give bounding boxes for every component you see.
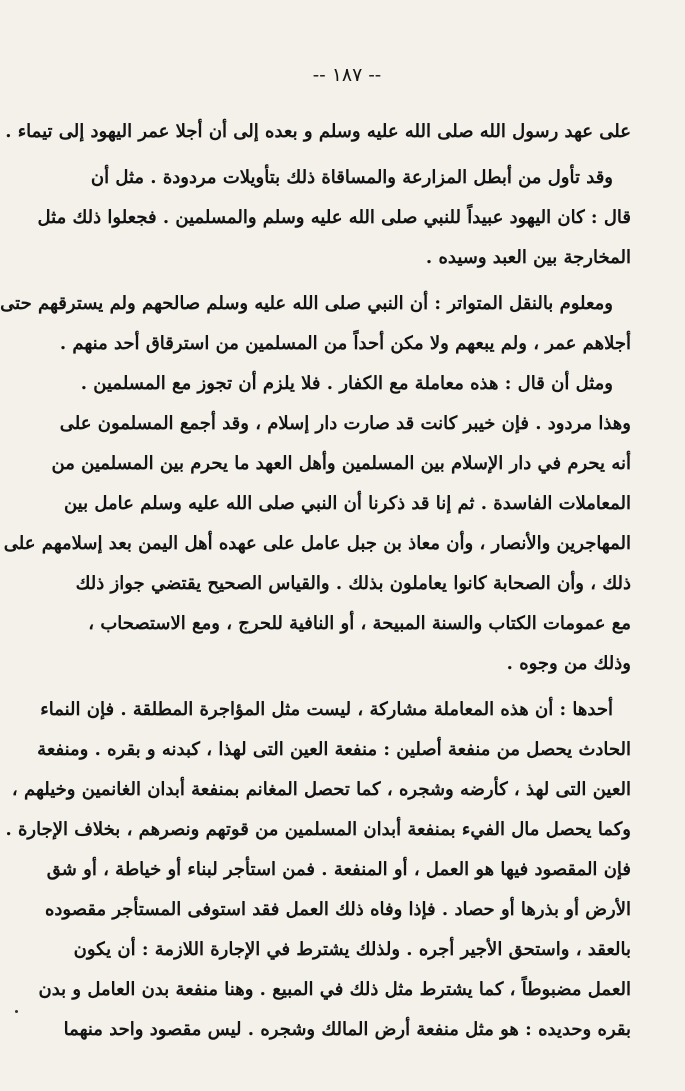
page-body-text <box>0 112 631 1050</box>
text-line: العمل مضبوطاً ، كما يشترط مثل ذلك في المبيع . وهنا منفعة بدن العامل و بدن <box>38 979 631 1000</box>
text-line: ذلك ، وأن الصحابة كانوا يعاملون بذلك . والقياس الصحيح يقتضي جواز ذلك <box>75 573 631 594</box>
text-line: وذلك من وجوه . <box>506 653 631 674</box>
text-line: وهذا مردود . فإن خيبر كانت قد صارت دار إسلام ، وقد أجمع المسلمون على <box>59 413 631 434</box>
text-line: الحادث يحصل من منفعة أصلين : منفعة العين التى لهذا ، كبدنه و بقره . ومنفعة <box>37 739 631 760</box>
text-line: أنه يحرم في دار الإسلام بين المسلمين وأهل العهد ما يحرم بين المسلمين من <box>51 453 631 474</box>
paragraph <box>5 690 631 1050</box>
text-line: فإن المقصود فيها هو العمل ، أو المنفعة . فمن استأجر لبناء أو خياطة ، أو شق <box>46 859 631 880</box>
text-line: مع عمومات الكتاب والسنة المبيحة ، أو النافية للحرج ، ومع الاستصحاب ، <box>88 613 631 634</box>
text-line: المعاملات الفاسدة . ثم إنا قد ذكرنا أن النبي صلى الله عليه وسلم عامل بين <box>63 493 631 514</box>
paragraph <box>0 284 631 364</box>
text-line: ومعلوم بالنقل المتواتر : أن النبي صلى الله عليه وسلم صالحهم ولم يسترقهم حتى <box>0 293 613 314</box>
text-line: أجلاهم عمر ، ولم يبعهم ولا مكن أحداً من المسلمين من استرقاق أحد منهم . <box>59 333 631 354</box>
text-line: أحدها : أن هذه المعاملة مشاركة ، ليست مثل المؤاجرة المطلقة . فإن النماء <box>40 699 613 720</box>
text-line: وكما يحصل مال الفيء بمنفعة أبدان المسلمين من قوتهم ونصرهم ، بخلاف الإجارة . <box>5 819 631 840</box>
text-line: المخارجة بين العبد وسيده . <box>425 247 631 268</box>
text-line: على عهد رسول الله صلى الله عليه وسلم و بعده إلى أن أجلا عمر اليهود إلى تيماء . <box>5 121 631 142</box>
text-line: الأرض أو بذرها أو حصاد . فإذا وفاه ذلك العمل فقد استوفى المستأجر مقصوده <box>44 899 631 920</box>
scan-speck <box>15 1010 18 1013</box>
text-line: المهاجرين والأنصار ، وأن معاذ بن جبل عامل على عهده أهل اليمن بعد إسلامهم على <box>3 533 631 554</box>
text-line: العين التى لهذ ، كأرضه وشجره ، كما تحصل المغانم بمنفعة أبدان الغانمين وخيلهم ، <box>11 779 631 800</box>
page-number: -- ١٨٧ -- <box>312 64 382 86</box>
text-line: وقد تأول من أبطل المزارعة والمساقاة ذلك بتأويلات مردودة . مثل أن <box>90 167 613 188</box>
paragraph <box>3 364 631 684</box>
text-line: قال : كان اليهود عبيداً للنبي صلى الله عليه وسلم والمسلمين . فجعلوا ذلك مثل <box>37 207 631 228</box>
text-line: بقره وحديده : هو مثل منفعة أرض المالك وشجره . ليس مقصود واحد منهما <box>63 1019 631 1040</box>
paragraph <box>5 112 631 152</box>
text-line: بالعقد ، واستحق الأجير أجره . ولذلك يشترط في الإجارة اللازمة : أن يكون <box>73 939 631 960</box>
paragraph <box>37 158 631 278</box>
text-line: ومثل أن قال : هذه معاملة مع الكفار . فلا يلزم أن تجوز مع المسلمين . <box>80 373 613 394</box>
